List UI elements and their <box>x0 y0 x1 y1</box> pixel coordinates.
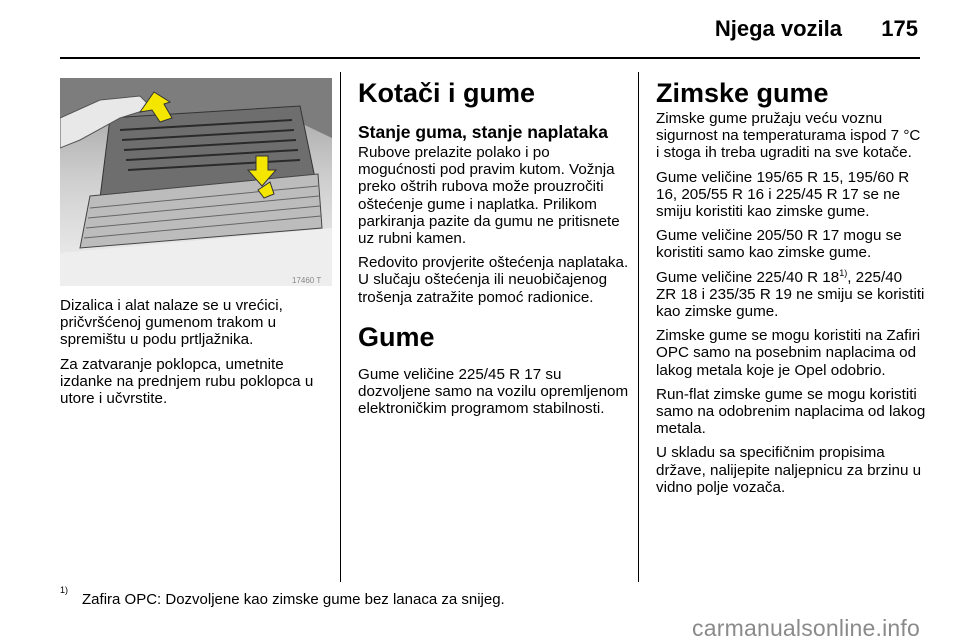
column-2 <box>358 78 630 424</box>
paragraph: Zimske gume pružaju veću voznu sigurnost na temperaturama ispod 7 °C i stoga ih treba ugraditi na sve kotače. <box>656 110 921 162</box>
text: Gume veličine 225/40 R 18 <box>656 268 840 286</box>
page-number: 175 <box>881 16 918 41</box>
column-3 <box>656 78 926 503</box>
column-1 <box>60 297 332 414</box>
paragraph: Za zatvaranje poklopca, umetnite izdanke na prednjem rubu poklopca u utore i učvrstite. <box>60 355 314 408</box>
paragraph: Zimske gume se mogu koristiti na Zafiri OPC samo na posebnim naplacima od lakog metala koje je Opel odobrio. <box>656 327 921 379</box>
text: , 225/40 ZR 18 i 235/35 R 19 ne smiju se koristiti kao zimske gume. <box>656 268 925 321</box>
column-divider <box>638 72 639 582</box>
paragraph <box>656 269 926 321</box>
paragraph: Redovito provjerite oštećenja naplataka. U slučaju oštećenja ili neuobičajenog trošenja zatražite pomoć radionice. <box>358 254 629 306</box>
paragraph: Rubove prelazite polako i po mogućnosti pod pravim kutom. Vožnja preko oštrih rubova može prouzročiti oštećenje gume i naplatka. Prilikom parkiranja pazite da gumu ne pritisnete uz rubni kamen. <box>358 144 620 248</box>
subsection-heading: Stanje guma, stanje naplataka <box>358 122 608 142</box>
header-title: Njega vozila <box>714 16 842 41</box>
footnote <box>60 585 505 608</box>
paragraph: Run-flat zimske gume se mogu koristiti samo na odobrenim naplacima od lakog metala. <box>656 385 926 438</box>
paragraph: U skladu sa specifičnim propisima države, nalijepite naljepnicu za brzinu u vidno polje vozača. <box>656 444 922 496</box>
section-heading: Kotači i gume <box>358 78 536 108</box>
trunk-illustration <box>60 78 332 286</box>
section-heading: Gume <box>358 321 435 352</box>
paragraph: Gume veličine 225/45 R 17 su dozvoljene samo na vozilu opremljenom elektroničkim programom stabilnosti. <box>358 365 629 418</box>
footnote-mark: 1) <box>60 585 69 595</box>
footnote-text: Zafira OPC: Dozvoljene kao zimske gume bez lanaca za snijeg. <box>82 591 505 608</box>
paragraph: Gume veličine 205/50 R 17 mogu se koristiti samo kao zimske gume. <box>656 227 902 262</box>
paragraph: Gume veličine 195/65 R 15, 195/60 R 16, 205/55 R 16 i 225/45 R 17 se ne smiju koristiti kao zimske gume. <box>656 168 910 221</box>
watermark: carmanualsonline.info <box>692 615 920 641</box>
figure-code: 17460 T <box>292 276 322 285</box>
paragraph: Dizalica i alat nalaze se u vrećici, pričvršćenoj gumenom trakom u spremištu u podu prtljažnika. <box>60 297 283 349</box>
section-heading: Zimske gume <box>656 78 829 108</box>
column-divider <box>340 72 341 582</box>
header-rule <box>60 57 920 59</box>
footnote-ref[interactable]: 1) <box>839 267 848 278</box>
